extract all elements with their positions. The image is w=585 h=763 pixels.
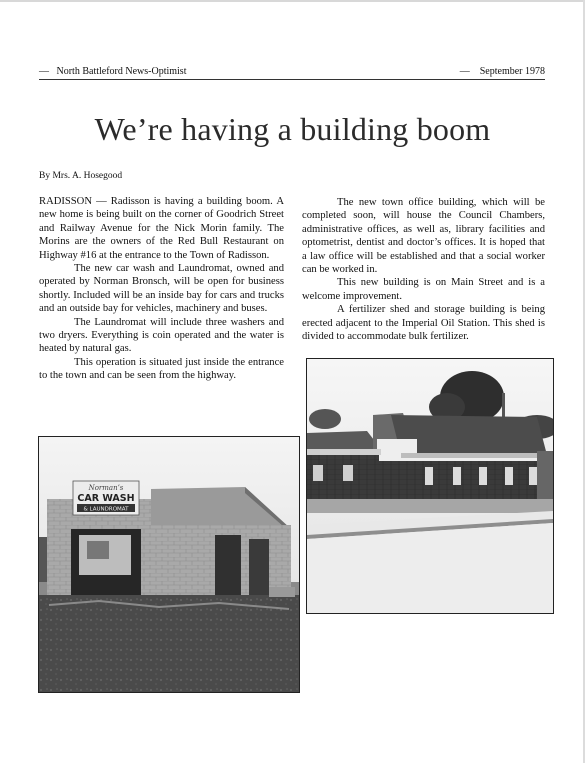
- article-paragraph: The new town office building, which will be completed soon, will house the Council Chambers, administrative offices, as well as, library facilities and optometrist, dentist and doctor’s offices. It is hoped that a law office will be established and that a social worker can be worked in.: [302, 197, 545, 276]
- header-right: [460, 66, 545, 78]
- sign-laundromat-text: & LAUNDROMAT: [83, 506, 129, 513]
- header-left: [39, 66, 186, 78]
- article-paragraph: This new building is on Main Street and is a welcome improvement.: [302, 277, 545, 302]
- article-paragraph: The new car wash and Laundromat, owned and operated by Norman Bronsch, will be open for business shortly. Included will be an inside bay for cars and trucks and an outside bay for vehicles, machinery and buses.: [39, 263, 284, 315]
- town-office-photo: [306, 358, 554, 614]
- publication-date: September 1978: [479, 66, 545, 77]
- article-title: We’re having a building boom: [94, 111, 491, 147]
- page-header: [39, 66, 545, 78]
- article-paragraph: RADISSON — Radisson is having a building boom. A new home is being built on the corner of Goodrich Street and Railway Avenue for the Nick Morin family. The Morins are the owners of the Red Bull Restaurant on Highway #16 at the entrance to the Town of Radisson.: [39, 196, 284, 261]
- article-paragraph: This operation is situated just inside the entrance to the town and can be seen from the highway.: [39, 356, 284, 382]
- header-dash-left: —: [39, 66, 49, 77]
- article-byline: By Mrs. A. Hosegood: [39, 171, 123, 181]
- article-column-left: [39, 195, 284, 383]
- page-edge-top: [0, 0, 585, 2]
- car-wash-photo-image: [39, 437, 299, 692]
- article-paragraph: The Laundromat will include three washers and two dryers. Everything is coin operated and the water is heated by natural gas.: [39, 316, 284, 355]
- publication-name: North Battleford News-Optimist: [56, 66, 187, 77]
- sign-car-wash-text: CAR WASH: [77, 493, 135, 504]
- header-rule: [39, 79, 545, 80]
- car-wash-photo: [38, 436, 300, 693]
- town-office-photo-image: [307, 359, 553, 613]
- sign-script-text: Norman’s: [88, 484, 124, 492]
- article-paragraph: A fertilizer shed and storage building is being erected adjacent to the Imperial Oil Station. This shed is divided to accommodate bulk fertilizer.: [302, 304, 545, 343]
- header-dash-right: —: [459, 66, 470, 77]
- article-column-right: [302, 196, 545, 343]
